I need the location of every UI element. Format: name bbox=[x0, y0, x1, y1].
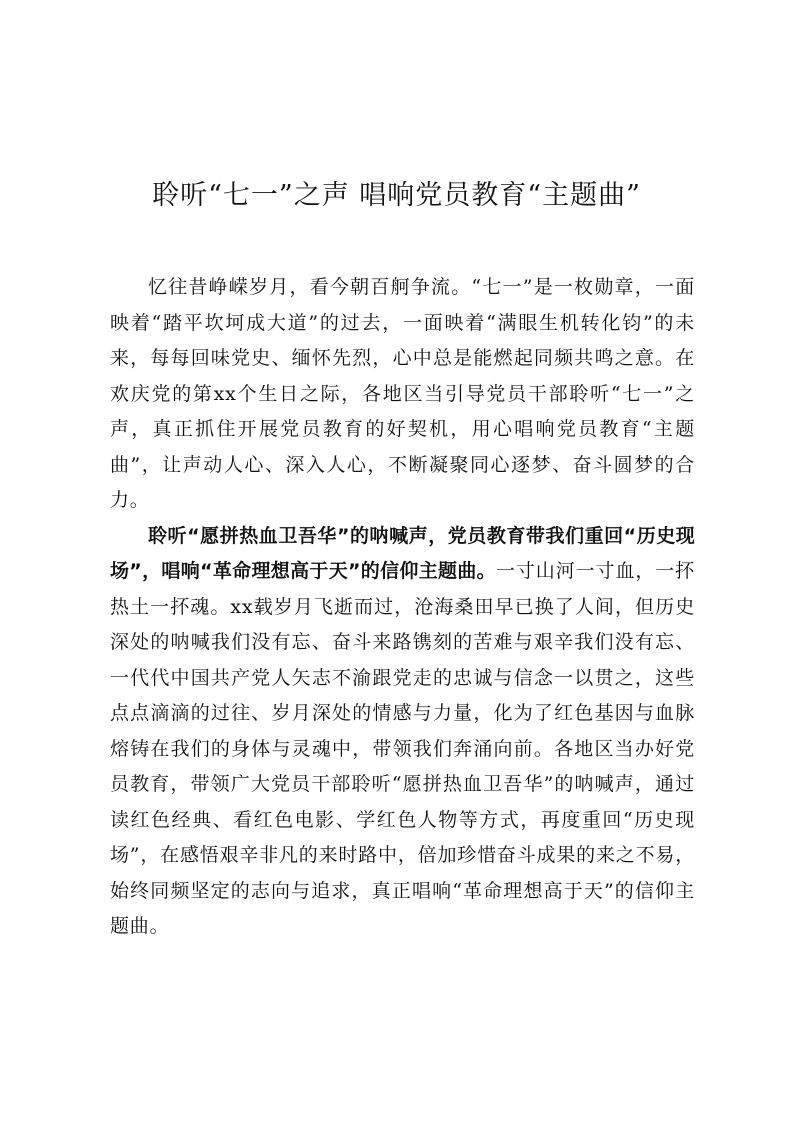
document-body bbox=[110, 270, 695, 945]
paragraph-1 bbox=[110, 270, 695, 519]
paragraph-2-lead: 聆听“愿拼热血卫吾华”的呐喊声，党员教育带我们重回“历史现场”，唱响“革命理想高于天”的信仰主题曲。 bbox=[110, 524, 695, 582]
paragraph-1-text: 忆往昔峥嵘岁月，看今朝百舸争流。“七一”是一枚勋章，一面映着“踏平坎坷成大道”的过去，一面映着“满眼生机转化钧”的未来，每每回味党史、缅怀先烈，心中总是能燃起同频共鸣之意。在欢庆党的第xx个生日之际，各地区当引导党员干部聆听“七一”之声，真正抓住开展党员教育的好契机，用心唱响党员教育“主题曲”，让声动人心、深入人心，不断凝聚同心逐梦、奋斗圆梦的合力。 bbox=[110, 276, 695, 511]
document-title: 聆听“七一”之声 唱响党员教育“主题曲” bbox=[152, 180, 641, 211]
paragraph-2 bbox=[110, 519, 695, 945]
paragraph-2-text: 一寸山河一寸血，一抔热土一抔魂。xx载岁月飞逝而过，沧海桑田早已换了人间，但历史深处的呐喊我们没有忘、奋斗来路镌刻的苦难与艰辛我们没有忘、一代代中国共产党人矢志不渝跟党走的忠诚与信念一以贯之，这些点点滴滴的过往、岁月深处的情感与力量，化为了红色基因与血脉熔铸在我们的身体与灵魂中，带领我们奔涌向前。各地区当办好党员教育，带领广大党员干部聆听“愿拼热血卫吾华”的呐喊声，通过读红色经典、看红色电影、学红色人物等方式，再度重回“历史现场”，在感悟艰辛非凡的来时路中，倍加珍惜奋斗成果的来之不易，始终同频坚定的志向与追求，真正唱响“革命理想高于天”的信仰主题曲。 bbox=[110, 560, 695, 937]
